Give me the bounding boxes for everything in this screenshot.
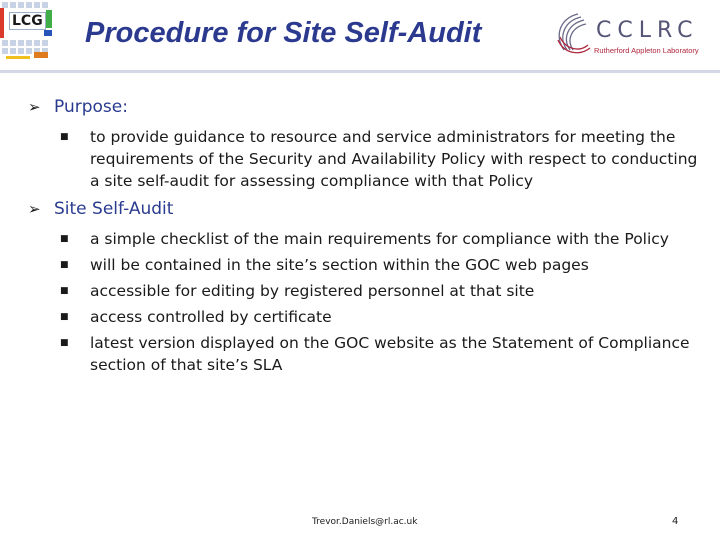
list-item [56, 280, 698, 302]
section-heading-purpose [28, 96, 698, 118]
cclrc-logo [548, 10, 716, 62]
purpose-list [28, 126, 698, 192]
cclrc-logo-subtitle: Rutherford Appleton Laboratory [594, 46, 699, 55]
cclrc-logo-name: CCLRC [596, 18, 699, 43]
header-divider [0, 70, 720, 73]
section-heading-site-self-audit [28, 198, 698, 220]
square-bullet-icon: ■ [60, 312, 69, 322]
footer-email: Trevor.Daniels@rl.ac.uk [312, 517, 418, 527]
slide-title: Procedure for Site Self-Audit [85, 17, 482, 49]
list-item-text: accessible for editing by registered personnel at that site [90, 282, 535, 300]
arrow-bullet-icon: ➢ [28, 200, 41, 218]
list-item [56, 306, 698, 328]
page-number: 4 [672, 516, 679, 527]
list-item-text: latest version displayed on the GOC website as the Statement of Compliance section of that site’s SLA [90, 334, 690, 374]
list-item-text: to provide guidance to resource and service administrators for meeting the requirements of the Security and Availability Policy with respect to conducting a site self-audit for assessing compliance with that Policy [90, 128, 698, 190]
square-bullet-icon: ■ [60, 132, 69, 142]
lcg-logo [0, 0, 56, 60]
square-bullet-icon: ■ [60, 260, 69, 270]
list-item [56, 332, 698, 376]
square-bullet-icon: ■ [60, 286, 69, 296]
square-bullet-icon: ■ [60, 338, 69, 348]
slide-body [28, 96, 698, 382]
list-item-text: access controlled by certificate [90, 308, 332, 326]
self-audit-list [28, 228, 698, 376]
list-item [56, 254, 698, 276]
list-item-text: a simple checklist of the main requirements for compliance with the Policy [90, 230, 669, 248]
section-heading-text: Site Self-Audit [54, 199, 174, 219]
list-item [56, 228, 698, 250]
section-heading-text: Purpose: [54, 97, 128, 117]
cclrc-swirl-icon [548, 10, 594, 60]
lcg-logo-text: LCG [9, 12, 46, 30]
list-item-text: will be contained in the site’s section within the GOC web pages [90, 256, 589, 274]
arrow-bullet-icon: ➢ [28, 98, 41, 116]
list-item [56, 126, 698, 192]
lcg-grid-graphic [0, 0, 56, 60]
square-bullet-icon: ■ [60, 234, 69, 244]
